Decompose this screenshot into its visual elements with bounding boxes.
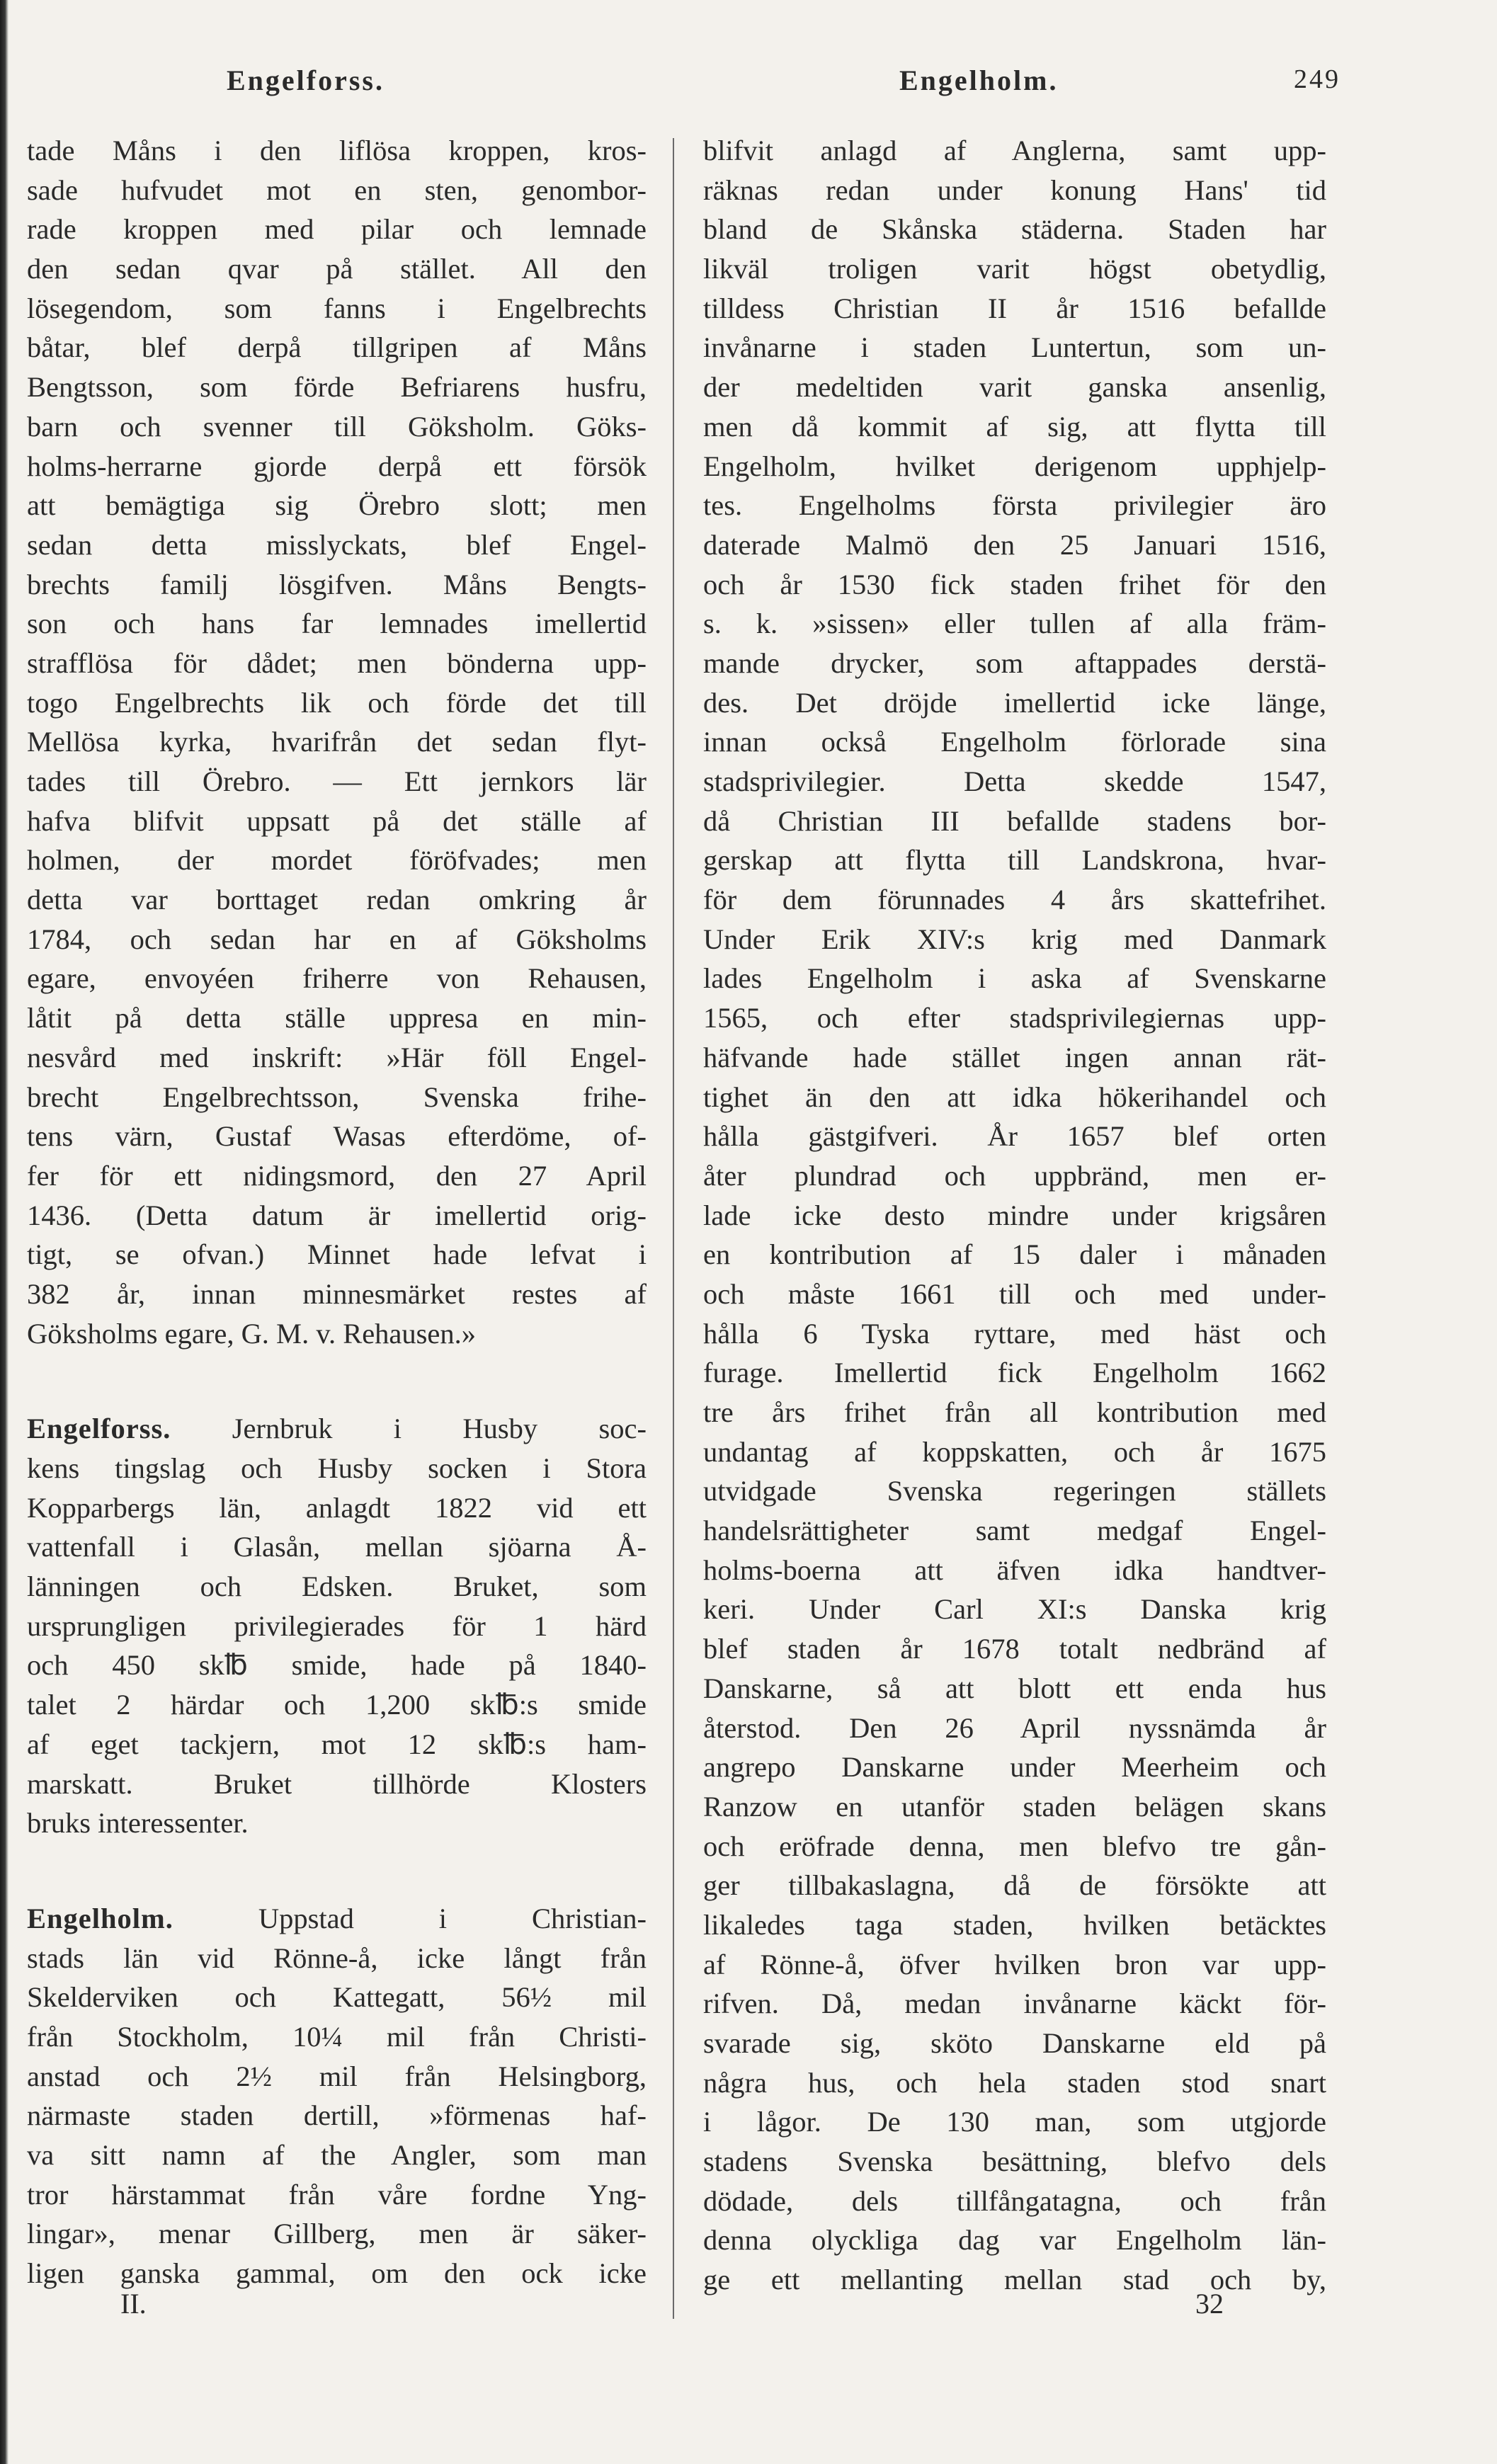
entry-first-line-text: Jernbruk i Husby soc- xyxy=(171,1413,647,1445)
text-line: detta var borttaget redan omkring år xyxy=(27,884,647,916)
text-line: furage. Imellertid fick Engelholm 1662 xyxy=(703,1357,1326,1389)
text-line: att bemägtiga sig Örebro slott; men xyxy=(27,489,647,522)
text-line: hafva blifvit uppsatt på det ställe af xyxy=(27,804,647,837)
text-line: hålla 6 Tyska ryttare, med häst och xyxy=(703,1317,1326,1350)
text-line: och år 1530 fick staden frihet för den xyxy=(703,568,1326,600)
text-line: då Christian III befallde stadens bor- xyxy=(703,804,1326,837)
text-line: lade icke desto mindre under krigsåren xyxy=(703,1199,1326,1231)
text-line: och eröfrade denna, men blefvo tre gån- xyxy=(703,1830,1326,1862)
text-line: den sedan qvar på stället. All den xyxy=(27,253,647,285)
text-line: ligen ganska gammal, om den ock icke xyxy=(27,2257,647,2290)
text-line: kens tingslag och Husby socken i Stora xyxy=(27,1452,647,1484)
text-line: ursprungligen privilegierades för 1 härd xyxy=(27,1609,647,1642)
text-line: båtar, blef derpå tillgripen af Måns xyxy=(27,331,647,364)
text-line: Skelderviken och Kattegatt, 56½ mil xyxy=(27,1981,647,2014)
text-line: tror härstammat från våre fordne Yng- xyxy=(27,2178,647,2211)
sheet-number: 32 xyxy=(1195,2288,1224,2320)
text-line: tes. Engelholms första privilegier äro xyxy=(703,489,1326,522)
right-column xyxy=(703,131,1326,2300)
text-line: tens värn, Gustaf Wasas efterdöme, of- xyxy=(27,1120,647,1153)
text-line: lösegendom, som fanns i Engelbrechts xyxy=(27,292,647,324)
text-line: rade kroppen med pilar och lemnade xyxy=(27,213,647,246)
text-line: häfvande hade stället ingen annan rät- xyxy=(703,1041,1326,1073)
text-line: stads län vid Rönne-å, icke långt från xyxy=(27,1941,647,1974)
text-line: återstod. Den 26 April nyssnämda år xyxy=(703,1711,1326,1744)
text-line: stadsprivilegier. Detta skedde 1547, xyxy=(703,765,1326,797)
text-line: och 450 sk℔ smide, hade på 1840- xyxy=(27,1649,647,1682)
page-number: 249 xyxy=(1294,64,1341,94)
text-line: tilldess Christian II år 1516 befallde xyxy=(703,292,1326,324)
text-line: af Rönne-å, öfver hvilken bron var upp- xyxy=(703,1948,1326,1980)
text-line: strafflösa för dådet; men bönderna upp- xyxy=(27,646,647,679)
text-line: Engelholm, hvilket derigenom upphjelp- xyxy=(703,450,1326,482)
text-line: blef staden år 1678 totalt nedbränd af xyxy=(703,1633,1326,1665)
text-line: Kopparbergs län, anlagdt 1822 vid ett xyxy=(27,1491,647,1524)
text-line: marskatt. Bruket tillhörde Klosters xyxy=(27,1767,647,1800)
text-line: af eget tackjern, mot 12 sk℔:s ham- xyxy=(27,1728,647,1760)
entry-engelforss xyxy=(27,1409,647,1843)
text-line: son och hans far lemnades imellertid xyxy=(27,608,647,640)
text-line: likväl troligen varit högst obetydlig, xyxy=(703,253,1326,285)
text-line: des. Det dröjde imellertid icke länge, xyxy=(703,686,1326,719)
text-line: holms-herrarne gjorde derpå ett försök xyxy=(27,450,647,482)
text-line: blifvit anlagd af Anglerna, samt upp- xyxy=(703,135,1326,166)
text-line: anstad och 2½ mil från Helsingborg, xyxy=(27,2060,647,2092)
text-line: Ranzow en utanför staden belägen skans xyxy=(703,1790,1326,1823)
entry-headword: Engelholm. xyxy=(27,1902,173,1934)
text-line: låtit på detta ställe uppresa en min- xyxy=(27,1002,647,1034)
text-line: rifven. Då, medan invånarne käckt för- xyxy=(703,1987,1326,2020)
text-line: undantag af koppskatten, och år 1675 xyxy=(703,1435,1326,1468)
text-line: handelsrättigheter samt medgaf Engel- xyxy=(703,1515,1326,1547)
text-line: togo Engelbrechts lik och förde det till xyxy=(27,686,647,719)
column-divider xyxy=(673,138,674,2319)
text-line: denna olyckliga dag var Engelholm län- xyxy=(703,2224,1326,2257)
text-line: innan också Engelholm förlorade sina xyxy=(703,726,1326,758)
text-line: tades till Örebro. — Ett jernkors lär xyxy=(27,765,647,797)
text-line: men då kommit af sig, att flytta till xyxy=(703,410,1326,443)
text-line: brecht Engelbrechtsson, Svenska frihe- xyxy=(27,1080,647,1113)
text-line: s. k. »sissen» eller tullen af alla främ- xyxy=(703,608,1326,640)
text-line: för dem förunnades 4 års skattefrihet. xyxy=(703,884,1326,916)
text-line: stadens Svenska besättning, blefvo dels xyxy=(703,2145,1326,2178)
signature-mark: II. xyxy=(120,2288,147,2320)
text-line: hålla gästgifveri. År 1657 blef orten xyxy=(703,1120,1326,1153)
text-line: invånarne i staden Luntertun, som un- xyxy=(703,331,1326,364)
text-line: Danskarne, så att blott ett enda hus xyxy=(703,1672,1326,1704)
text-line: åter plundrad och uppbränd, men er- xyxy=(703,1159,1326,1192)
text-line: bland de Skånska städerna. Staden har xyxy=(703,213,1326,246)
text-line: mande drycker, som aftappades derstä- xyxy=(703,646,1326,679)
entry-first-line xyxy=(27,1899,647,1939)
text-line: ger tillbakaslagna, då de försökte att xyxy=(703,1869,1326,1902)
text-line: lingar», menar Gillberg, men är säker- xyxy=(27,2218,647,2250)
text-line: 1784, och sedan har en af Göksholms xyxy=(27,923,647,955)
text-line: der medeltiden varit ganska ansenlig, xyxy=(703,371,1326,404)
text-line: utvidgade Svenska regeringen ställets xyxy=(703,1475,1326,1507)
text-line: en kontribution af 15 daler i månaden xyxy=(703,1238,1326,1271)
text-line: dödade, dels tillfångatagna, och från xyxy=(703,2184,1326,2217)
binding-edge xyxy=(0,0,8,2464)
text-line: bruks interessenter. xyxy=(27,1807,249,1840)
text-line: och måste 1661 till och med under- xyxy=(703,1277,1326,1310)
text-line: egare, envoyéen friherre von Rehausen, xyxy=(27,962,647,995)
text-line: Göksholms egare, G. M. v. Rehausen.» xyxy=(27,1317,477,1350)
text-line: Under Erik XIV:s krig med Danmark xyxy=(703,923,1326,955)
text-line: tade Måns i den liflösa kroppen, kros- xyxy=(27,135,647,166)
text-line: tighet än den att idka hökerihandel och xyxy=(703,1080,1326,1113)
header-right-word: Engelholm. xyxy=(899,64,1059,96)
text-line: holms-boerna att äfven idka handtver- xyxy=(703,1553,1326,1586)
entry-first-line-text: Uppstad i Christian- xyxy=(173,1902,647,1934)
running-header xyxy=(0,58,1497,108)
text-line: länningen och Edsken. Bruket, som xyxy=(27,1570,647,1603)
text-line: 382 år, innan minnesmärket restes af xyxy=(27,1277,647,1310)
text-line: tre års frihet från all kontribution med xyxy=(703,1396,1326,1428)
text-line: Mellösa kyrka, hvarifrån det sedan flyt- xyxy=(27,726,647,758)
text-line: några hus, och hela staden stod snart xyxy=(703,2066,1326,2099)
text-line: tigt, se ofvan.) Minnet hade lefvat i xyxy=(27,1238,647,1271)
text-line: lades Engelholm i aska af Svenskarne xyxy=(703,962,1326,995)
entry-first-line xyxy=(27,1409,647,1449)
text-line: närmaste staden dertill, »förmenas haf- xyxy=(27,2099,647,2132)
text-line: Bengtsson, som förde Befriarens husfru, xyxy=(27,371,647,404)
text-line: ge ett mellanting mellan stad och by, xyxy=(703,2264,1326,2296)
text-line: va sitt namn af the Angler, som man xyxy=(27,2139,647,2171)
text-line: sade hufvudet mot en sten, genombor- xyxy=(27,173,647,206)
text-line: likaledes taga staden, hvilken betäcktes xyxy=(703,1908,1326,1941)
text-line: från Stockholm, 10¼ mil från Christi- xyxy=(27,2020,647,2053)
entry-headword: Engelforss. xyxy=(27,1413,171,1445)
paragraph-engelbrecht-memorial xyxy=(27,131,647,1353)
text-line: 1436. (Detta datum är imellertid orig- xyxy=(27,1199,647,1231)
text-line: gerskap att flytta till Landskrona, hvar- xyxy=(703,844,1326,877)
text-line: sedan detta misslyckats, blef Engel- xyxy=(27,528,647,561)
text-line: svarade sig, sköto Danskarne eld på xyxy=(703,2027,1326,2059)
text-line: räknas redan under konung Hans' tid xyxy=(703,173,1326,206)
paragraph-gap xyxy=(27,1353,647,1409)
text-line: fer för ett nidingsmord, den 27 April xyxy=(27,1159,647,1192)
text-line: talet 2 härdar och 1,200 sk℔:s smide xyxy=(27,1689,647,1721)
text-line: daterade Malmö den 25 Januari 1516, xyxy=(703,528,1326,561)
text-line: 1565, och efter stadsprivilegiernas upp- xyxy=(703,1002,1326,1034)
text-line: nesvård med inskrift: »Här föll Engel- xyxy=(27,1041,647,1073)
text-line: vattenfall i Glasån, mellan sjöarna Å- xyxy=(27,1531,647,1563)
text-line: holmen, der mordet föröfvades; men xyxy=(27,844,647,877)
text-line: brechts familj lösgifven. Måns Bengts- xyxy=(27,568,647,600)
text-line: angrepo Danskarne under Meerheim och xyxy=(703,1751,1326,1784)
text-line: keri. Under Carl XI:s Danska krig xyxy=(703,1593,1326,1626)
header-left-word: Engelforss. xyxy=(227,64,385,96)
text-line: barn och svenner till Göksholm. Göks- xyxy=(27,410,647,443)
text-line: i lågor. De 130 man, som utgjorde xyxy=(703,2106,1326,2138)
paragraph-gap xyxy=(27,1843,647,1899)
left-column xyxy=(27,131,647,2293)
entry-engelholm xyxy=(27,1899,647,2293)
